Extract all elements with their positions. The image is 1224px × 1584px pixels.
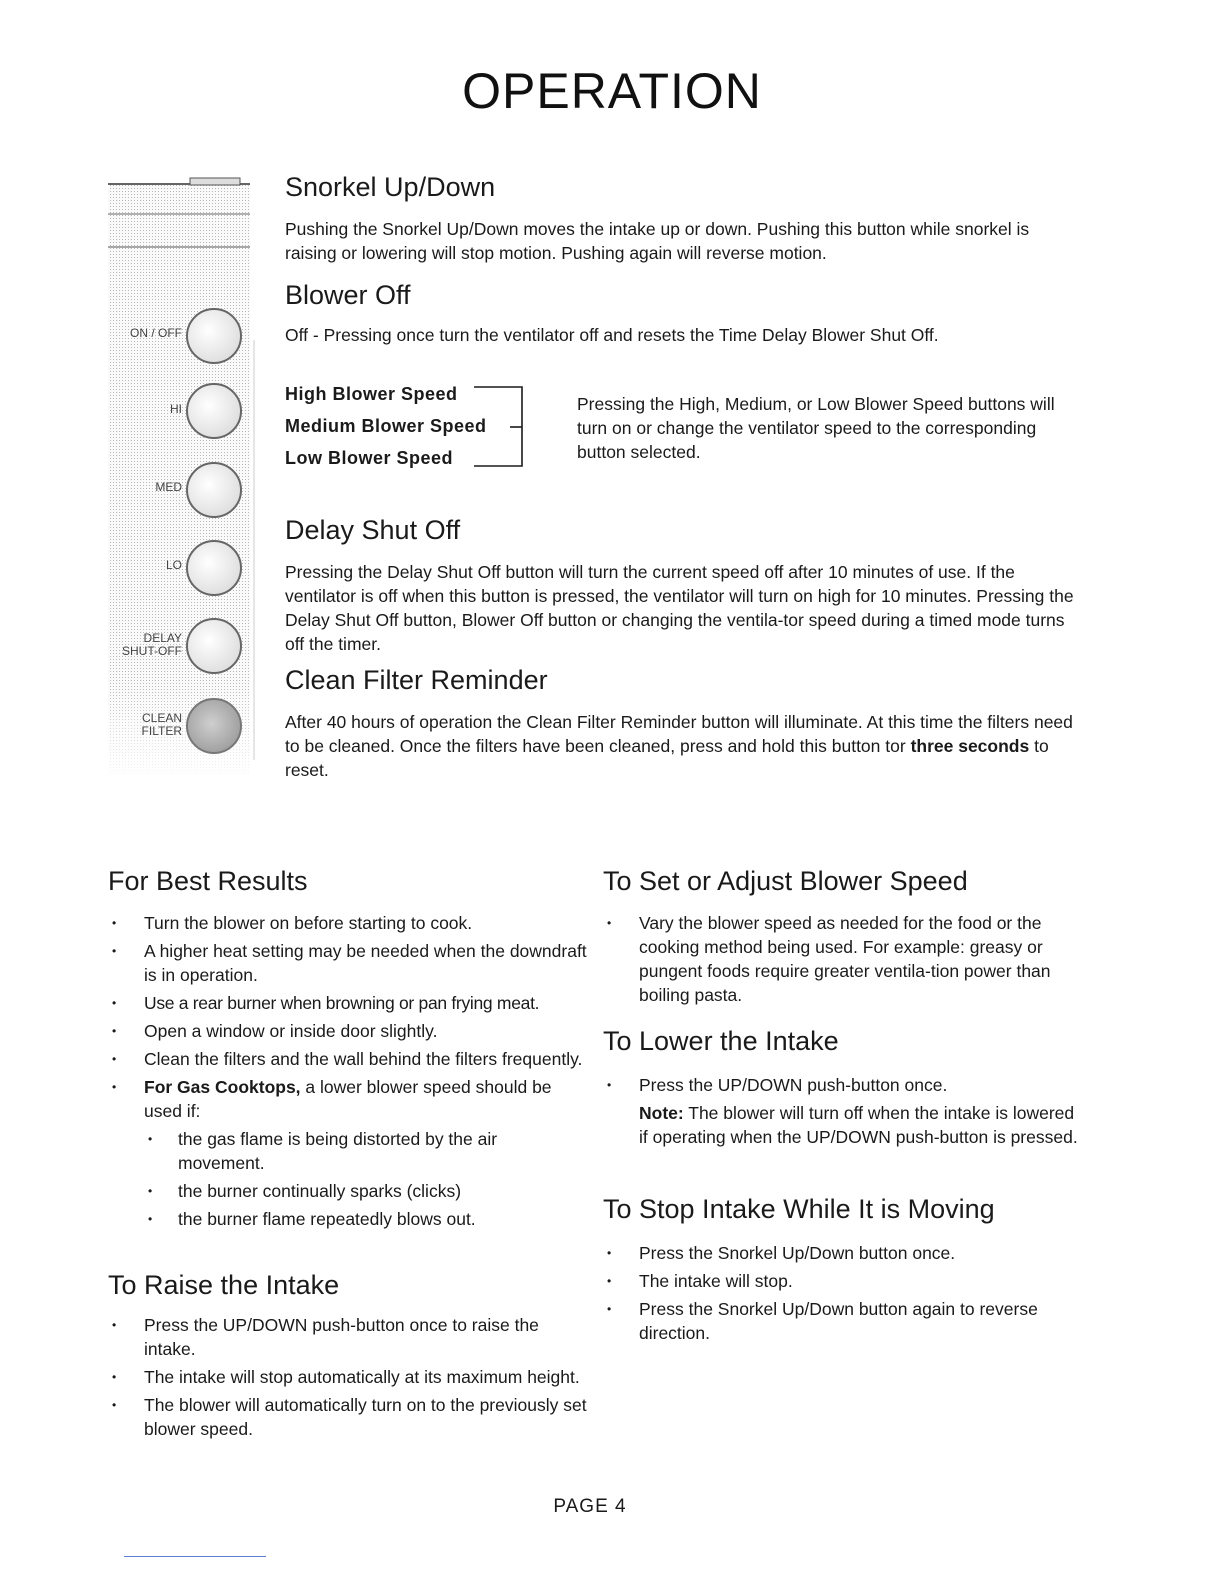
list-item: • Press the UP/DOWN push-button once to raise the intake. xyxy=(108,1313,588,1361)
on-off-button[interactable] xyxy=(186,308,242,364)
medium-speed-label: Medium Blower Speed xyxy=(285,416,487,436)
list-item: • A higher heat setting may be needed when the downdraft is in operation. xyxy=(108,939,588,987)
snorkel-text: Pushing the Snorkel Up/Down moves the intake up or down. Pushing this button while snorkel is raising or lowering will stop motion. Pushing again will reverse motion. xyxy=(285,219,1030,263)
list-item: • Clean the filters and the wall behind the filters frequently. xyxy=(108,1047,588,1071)
delay-label-line1: DELAY xyxy=(143,631,182,645)
note-text: The blower will turn off when the intake is lowered if operating when the UP/DOWN push-button is pressed. xyxy=(639,1103,1078,1147)
speed-bracket xyxy=(470,384,530,474)
list-item: • The intake will stop. xyxy=(603,1269,1078,1293)
list-item: • Press the UP/DOWN push-button once. xyxy=(603,1073,1078,1097)
note-bold: Note: xyxy=(639,1103,684,1123)
stop-heading: To Stop Intake While It is Moving xyxy=(603,1194,995,1224)
high-speed-label: High Blower Speed xyxy=(285,384,458,404)
clean-filter-section xyxy=(285,665,1075,782)
best-results-heading: For Best Results xyxy=(108,866,308,896)
list-item: • Vary the blower speed as needed for the food or the cooking method being used. For example: greasy or pungent foods require greater ventila-tion power than boiling pasta. xyxy=(603,911,1078,1007)
adjust-list xyxy=(603,911,1078,1007)
lower-list xyxy=(603,1073,1078,1097)
list-item: • The blower will automatically turn on to the previously set blower speed. xyxy=(108,1393,588,1441)
raise-heading: To Raise the Intake xyxy=(108,1270,340,1300)
med-label: MED xyxy=(155,480,182,494)
clean-filter-text-b: to reset. xyxy=(285,736,1049,780)
blower-off-text: Off - Pressing once turn the ventilator off and resets the Time Delay Blower Shut Off. xyxy=(285,325,939,345)
footer-rule xyxy=(124,1556,266,1557)
clean-filter-label xyxy=(112,712,182,738)
adjust-section xyxy=(603,866,1078,1011)
blower-off-heading: Blower Off xyxy=(285,280,411,310)
delay-shut-off-button[interactable] xyxy=(186,618,242,674)
delay-section xyxy=(285,515,1075,656)
speed-labels xyxy=(285,378,487,474)
clean-filter-text-bold: three seconds xyxy=(910,736,1030,756)
lower-note xyxy=(603,1101,1078,1149)
sub-list-item: • the burner continually sparks (clicks) xyxy=(144,1179,588,1203)
blower-off-section xyxy=(285,280,1075,347)
low-speed-label: Low Blower Speed xyxy=(285,448,454,468)
stop-list xyxy=(603,1241,1078,1345)
clean-filter-heading: Clean Filter Reminder xyxy=(285,665,548,695)
delay-heading: Delay Shut Off xyxy=(285,515,461,545)
list-item-gas-cooktops xyxy=(108,1075,588,1231)
adjust-heading: To Set or Adjust Blower Speed xyxy=(603,866,968,896)
gas-cooktops-bold: For Gas Cooktops, xyxy=(144,1077,301,1097)
page-number: PAGE 4 xyxy=(553,1496,627,1517)
med-button[interactable] xyxy=(186,462,242,518)
gas-cooktops-text: a lower blower speed should be used if: xyxy=(144,1077,552,1121)
sub-list-item: • the gas flame is being distorted by the air movement. xyxy=(144,1127,588,1175)
list-item: • Use a rear burner when browning or pan frying meat. xyxy=(108,991,588,1015)
clean-filter-text xyxy=(285,710,1075,782)
speed-description: Pressing the High, Medium, or Low Blower Speed buttons will turn on or change the ventilator speed to the corresponding button selected. xyxy=(577,394,1055,462)
page-title: OPERATION xyxy=(462,63,762,119)
list-item: • Press the Snorkel Up/Down button again to reverse direction. xyxy=(603,1297,1078,1345)
lower-section xyxy=(603,1026,1078,1149)
hi-button[interactable] xyxy=(186,383,242,439)
stop-section xyxy=(603,1194,1078,1349)
sub-list-item: • the burner flame repeatedly blows out. xyxy=(144,1207,588,1231)
clean-filter-text-a: After 40 hours of operation the Clean Filter Reminder button will illuminate. At this time the filters need to be cleaned. Once the filters have been cleaned, press and hold this button tor xyxy=(285,712,1073,756)
delay-label-line2: SHUT-OFF xyxy=(122,644,182,658)
snorkel-section xyxy=(285,172,1075,265)
gas-sub-list xyxy=(144,1127,588,1231)
lo-button[interactable] xyxy=(186,540,242,596)
list-item: • Press the Snorkel Up/Down button once. xyxy=(603,1241,1078,1265)
clean-filter-button[interactable] xyxy=(186,698,242,754)
list-item: • Turn the blower on before starting to cook. xyxy=(108,911,588,935)
list-item: • Open a window or inside door slightly. xyxy=(108,1019,588,1043)
lower-heading: To Lower the Intake xyxy=(603,1026,839,1056)
list-item: • The intake will stop automatically at its maximum height. xyxy=(108,1365,588,1389)
delay-text: Pressing the Delay Shut Off button will turn the current speed off after 10 minutes of use. If the ventilator is off when this button is pressed, the ventilator will turn on high for 10 minutes. Pressing the Delay Shut Off button, Blower Off button or changing the ventila-tor speed during a timed mode turns off the timer. xyxy=(285,562,1074,654)
clean-label-line2: FILTER xyxy=(141,724,182,738)
on-off-label: ON / OFF xyxy=(130,326,182,340)
raise-list xyxy=(108,1313,588,1441)
raise-section xyxy=(108,1270,588,1445)
best-results-section xyxy=(108,866,588,1235)
lo-label: LO xyxy=(165,558,182,572)
best-results-list xyxy=(108,911,588,1231)
panel-top-tab xyxy=(190,178,240,185)
hi-label: HI xyxy=(170,402,182,416)
delay-shut-off-label xyxy=(112,632,182,658)
snorkel-heading: Snorkel Up/Down xyxy=(285,172,496,202)
clean-label-line1: CLEAN xyxy=(141,711,182,725)
